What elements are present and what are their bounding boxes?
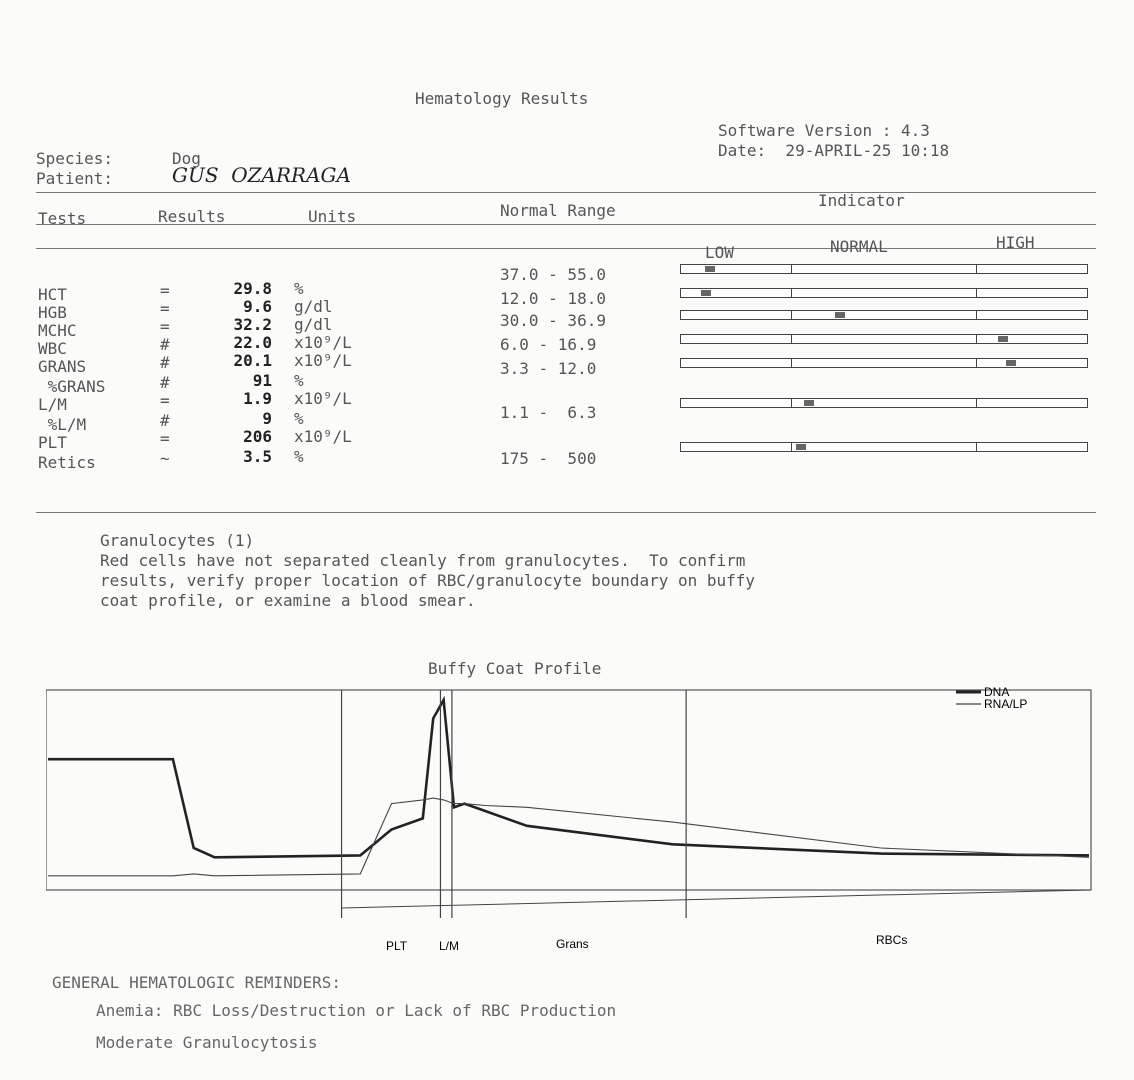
region-label-lm: L/M (439, 939, 460, 953)
comment-line: results, verify proper location of RBC/granulocyte boundary on buffy (100, 571, 756, 590)
normal-range: 12.0 - 18.0 (500, 289, 606, 308)
result-unit: g/dl (294, 315, 333, 334)
reminder-item: Moderate Granulocytosis (96, 1033, 318, 1052)
comment-line: Granulocytes (1) (100, 531, 255, 550)
reminder-item: Anemia: RBC Loss/Destruction or Lack of RBC Production (96, 1001, 617, 1020)
result-unit: x10⁹/L (294, 351, 352, 370)
normal-range: 37.0 - 55.0 (500, 265, 606, 284)
result-unit: % (294, 371, 304, 390)
species-label: Species: (36, 149, 114, 168)
legend (956, 685, 1027, 711)
result-unit: % (294, 409, 304, 428)
result-unit: x10⁹/L (294, 427, 352, 446)
result-unit: x10⁹/L (294, 389, 352, 408)
comment-line: Red cells have not separated cleanly from granulocytes. To confirm (100, 551, 746, 570)
result-flag: = (160, 391, 170, 410)
result-flag: = (160, 299, 170, 318)
normal-high-divider (976, 358, 977, 368)
region-label-plt: PLT (386, 939, 408, 953)
indicator-bar (680, 334, 1088, 344)
col-units: Units (308, 207, 357, 226)
test-name: PLT (38, 433, 67, 452)
result-unit: % (294, 447, 304, 466)
result-value: 32.2 (233, 315, 272, 334)
result-flag: # (160, 373, 170, 392)
low-normal-divider (791, 398, 792, 408)
test-name: GRANS (38, 357, 87, 376)
chart-title: Buffy Coat Profile (428, 659, 602, 678)
test-name: HGB (38, 303, 67, 322)
low-normal-divider (791, 442, 792, 452)
indicator-marker (796, 444, 806, 450)
result-value: 9 (262, 409, 272, 428)
result-unit: % (294, 279, 304, 298)
result-value: 29.8 (233, 279, 272, 298)
col-indicator: Indicator (818, 191, 905, 210)
indicator-marker (701, 290, 711, 296)
test-name: Retics (38, 453, 96, 472)
result-flag: # (160, 335, 170, 354)
normal-high-divider (976, 288, 977, 298)
legend-dna: DNA (984, 685, 1010, 699)
divider (36, 512, 1096, 513)
result-value: 1.9 (243, 389, 272, 408)
result-value: 20.1 (233, 351, 272, 370)
result-value: 22.0 (233, 333, 272, 352)
test-name: %GRANS (38, 377, 106, 396)
result-value: 91 (252, 371, 272, 390)
patient-label: Patient: (36, 169, 114, 188)
indicator-bar (680, 288, 1088, 298)
low-normal-divider (791, 310, 792, 320)
comment-line: coat profile, or examine a blood smear. (100, 591, 476, 610)
test-name: WBC (38, 339, 67, 358)
species-value: Dog (172, 149, 201, 168)
normal-high-divider (976, 310, 977, 320)
col-tests: Tests (38, 209, 87, 228)
indicator-bar (680, 398, 1088, 408)
test-name: %L/M (38, 415, 87, 434)
low-normal-divider (791, 358, 792, 368)
chart-frame (46, 690, 1091, 890)
normal-range: 3.3 - 12.0 (500, 359, 597, 378)
normal-high-divider (976, 334, 977, 344)
indicator-bar (680, 264, 1088, 274)
normal-range: 6.0 - 16.9 (500, 335, 597, 354)
region-label-rbcs: RBCs (876, 933, 908, 947)
result-flag: = (160, 429, 170, 448)
low-normal-divider (791, 288, 792, 298)
test-name: MCHC (38, 321, 77, 340)
indicator-marker (998, 336, 1008, 342)
test-name: HCT (38, 285, 67, 304)
buffy-coat-chart (46, 680, 1096, 960)
divider (36, 248, 1096, 249)
region-label-grans: Grans (556, 937, 589, 951)
indicator-marker (1006, 360, 1016, 366)
report-date: Date: 29-APRIL-25 10:18 (718, 141, 950, 160)
reminders-heading: GENERAL HEMATOLOGIC REMINDERS: (52, 973, 341, 992)
indicator-bar (680, 358, 1088, 368)
software-version: Software Version : 4.3 (718, 121, 930, 140)
result-value: 9.6 (243, 297, 272, 316)
result-flag: = (160, 317, 170, 336)
indicator-marker (804, 400, 814, 406)
result-flag: ~ (160, 449, 170, 468)
normal-range: 30.0 - 36.9 (500, 311, 606, 330)
test-name: L/M (38, 395, 67, 414)
result-value: 3.5 (243, 447, 272, 466)
indicator-bar (680, 310, 1088, 320)
legend-rna: RNA/LP (984, 697, 1028, 711)
indicator-high-label: HIGH (996, 233, 1035, 252)
indicator-marker (835, 312, 845, 318)
report-title: Hematology Results (415, 89, 589, 108)
region-bracket (342, 890, 1090, 908)
low-normal-divider (791, 334, 792, 344)
indicator-normal-label: NORMAL (830, 237, 888, 256)
col-results: Results (158, 207, 226, 226)
normal-range: 1.1 - 6.3 (500, 403, 597, 422)
result-flag: = (160, 281, 170, 300)
normal-high-divider (976, 398, 977, 408)
result-unit: x10⁹/L (294, 333, 352, 352)
series-line-rna-lp (48, 798, 1089, 876)
normal-high-divider (976, 264, 977, 274)
indicator-low-label: LOW (705, 243, 734, 262)
divider (36, 224, 1096, 225)
series-line-dna (48, 700, 1089, 857)
indicator-marker (705, 266, 715, 272)
col-normal-range: Normal Range (500, 201, 616, 220)
result-value: 206 (243, 427, 272, 446)
divider (36, 192, 1096, 193)
normal-high-divider (976, 442, 977, 452)
result-flag: # (160, 353, 170, 372)
result-flag: # (160, 411, 170, 430)
normal-range: 175 - 500 (500, 449, 597, 468)
low-normal-divider (791, 264, 792, 274)
patient-value: GUS OZARRAGA (172, 163, 351, 187)
result-unit: g/dl (294, 297, 333, 316)
indicator-bar (680, 442, 1088, 452)
